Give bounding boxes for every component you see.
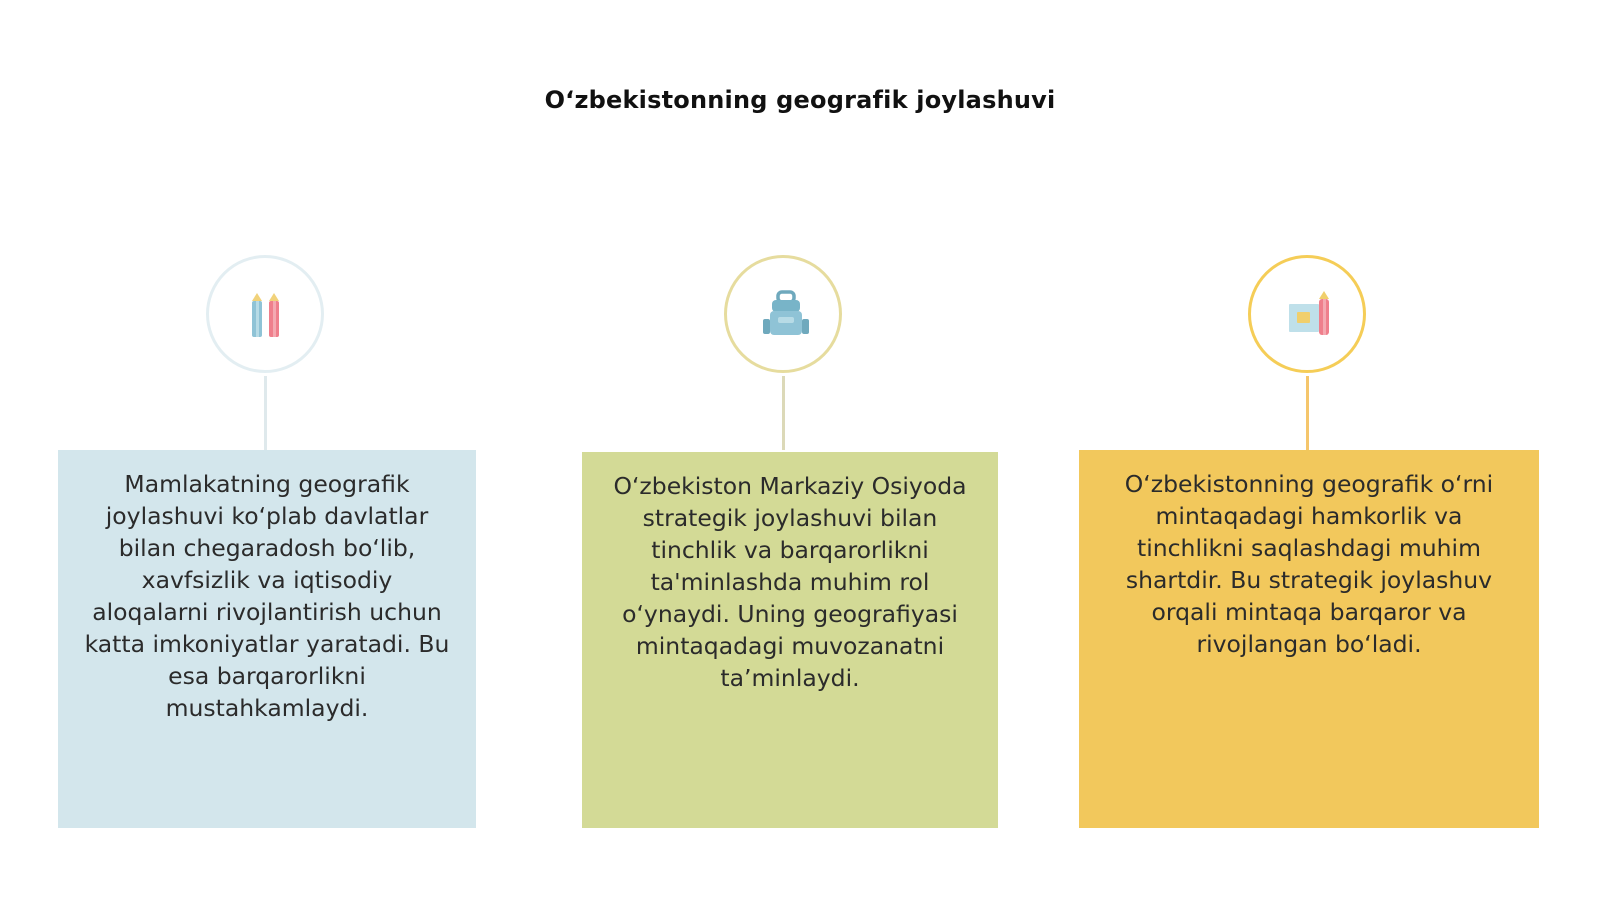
pencils-icon [238,287,298,347]
connector-2 [782,376,785,450]
backpack-icon [756,287,816,347]
connector-1 [264,376,267,450]
drawing-pencil-icon [1280,287,1340,347]
card-1 [58,450,476,828]
card-1-text: Mamlakatning geografik joylashuvi ko‘plab davlatlar bilan chegaradosh bo‘lib, xavfsizlik va iqtisodiy aloqalarni rivojlantirish uchun katta imkoniyatlar yaratadi. Bu esa barqarorlikni mustahkamlaydi. [84,470,450,722]
icon-circle-1 [206,255,324,373]
icon-circle-2 [724,255,842,373]
slide-title: O‘zbekistonning geografik joylashuvi [544,86,1056,114]
card-2 [582,452,998,828]
connector-3 [1306,376,1309,450]
card-3 [1079,450,1539,828]
card-3-text: O‘zbekistonning geografik o‘rni mintaqadagi hamkorlik va tinchlikni saqlashdagi muhim shartdir. Bu strategik joylashuv orqali mintaqa barqaror va rivojlangan bo‘ladi. [1124,470,1494,658]
icon-circle-3 [1248,255,1366,373]
card-2-text: O‘zbekiston Markaziy Osiyoda strategik joylashuvi bilan tinchlik va barqarorlikni ta'minlashda muhim rol o‘ynaydi. Uning geografiyasi mintaqadagi muvozanatni ta’minlaydi. [613,472,967,692]
